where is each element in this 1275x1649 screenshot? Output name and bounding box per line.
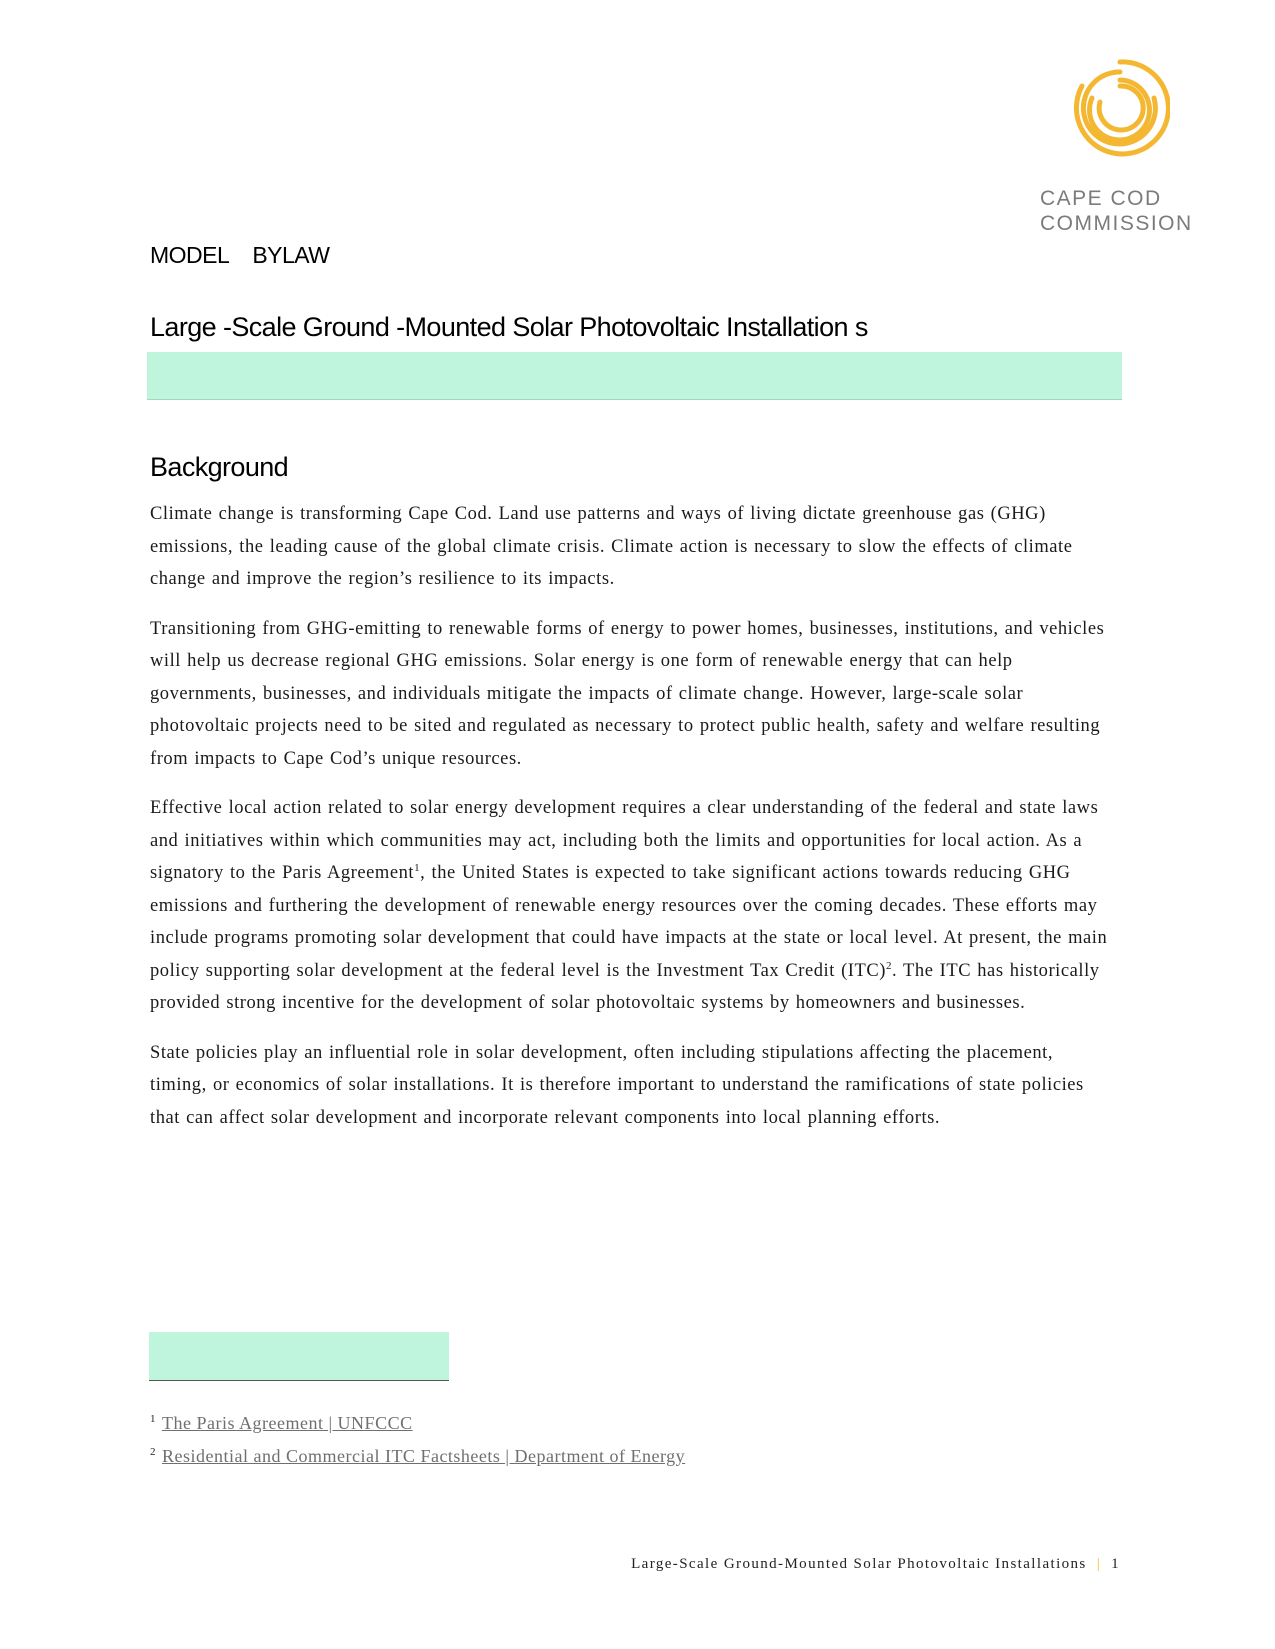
document-label: MODEL BYLAW bbox=[150, 242, 330, 268]
paragraph-4: State policies play an influential role in solar development, often including stipulations affecting the placement, timing, or economics of solar installations. It is therefore important to understand the ramifications of state policies that can affect solar development and incorporate relevant components into local planning efforts. bbox=[150, 1042, 1084, 1128]
page-footer bbox=[631, 1556, 1120, 1573]
footnote-1 bbox=[150, 1405, 685, 1438]
footer-title: Large-Scale Ground-Mounted Solar Photovoltaic Installations bbox=[631, 1556, 1087, 1572]
paragraph-1: Climate change is transforming Cape Cod. Land use patterns and ways of living dictate greenhouse gas (GHG) emissions, the leading cause of the global climate crisis. Climate action is necessary to slow the effects of climate change and improve the region’s resilience to its impacts. bbox=[150, 504, 1073, 589]
paragraph-3-part-a: Effective local action related to solar energy development requires a clear understanding of the federal and state laws and initiatives within which communities may act, including both the limits and opportunities for local action. As a signatory to the Paris Agreement bbox=[150, 798, 1099, 883]
footnote-number: 1 bbox=[150, 1413, 156, 1425]
logo-line-1: CAPE COD bbox=[1040, 187, 1162, 210]
paragraph-2: Transitioning from GHG-emitting to renewable forms of energy to power homes, businesses, institutions, and vehicles will help us decrease regional GHG emissions. Solar energy is one form of renewable energy that can help governments, businesses, and individuals mitigate the impacts of climate change. However, large-scale solar photovoltaic projects need to be sited and regulated as necessary to protect public health, safety and welfare resulting from impacts to Cape Cod’s unique resources. bbox=[150, 618, 1105, 769]
section-heading: Background bbox=[150, 452, 289, 482]
paragraph-3-part-b: , the United States is expected to take significant actions towards reducing GHG emissions and furthering the development of renewable energy resources over the coming decades. These efforts may include programs promoting solar development that could have impacts at the state or local level. At present, the main policy supporting solar development at the federal level is the Investment Tax Credit (ITC) bbox=[150, 863, 1108, 981]
swirl-circle-logo-icon bbox=[1070, 58, 1170, 162]
logo-line-2: COMMISSION bbox=[1040, 212, 1193, 235]
body-text bbox=[150, 498, 1110, 1151]
document-title: Large -Scale Ground -Mounted Solar Photovoltaic Installation s bbox=[150, 312, 868, 342]
page-number: 1 bbox=[1111, 1556, 1120, 1572]
footnote-link-paris-agreement[interactable]: The Paris Agreement | UNFCCC bbox=[162, 1413, 413, 1433]
footnote-2 bbox=[150, 1438, 685, 1471]
footer-separator: | bbox=[1096, 1556, 1102, 1572]
footnote-number: 2 bbox=[150, 1446, 156, 1458]
footnote-ref-2[interactable]: 2 bbox=[885, 959, 893, 972]
footnotes bbox=[150, 1405, 685, 1471]
paragraph-3-part-c: . The ITC has historically provided strong incentive for the development of solar photovoltaic systems by homeowners and businesses. bbox=[150, 960, 1100, 1013]
title-highlight-bar bbox=[147, 352, 1122, 400]
paragraph-3 bbox=[150, 792, 1110, 1020]
footnote-ref-1[interactable]: 1 bbox=[414, 861, 421, 874]
footnote-link-itc-factsheets[interactable]: Residential and Commercial ITC Factsheets | Department of Energy bbox=[162, 1446, 686, 1466]
footnote-highlight-bar bbox=[149, 1332, 449, 1381]
